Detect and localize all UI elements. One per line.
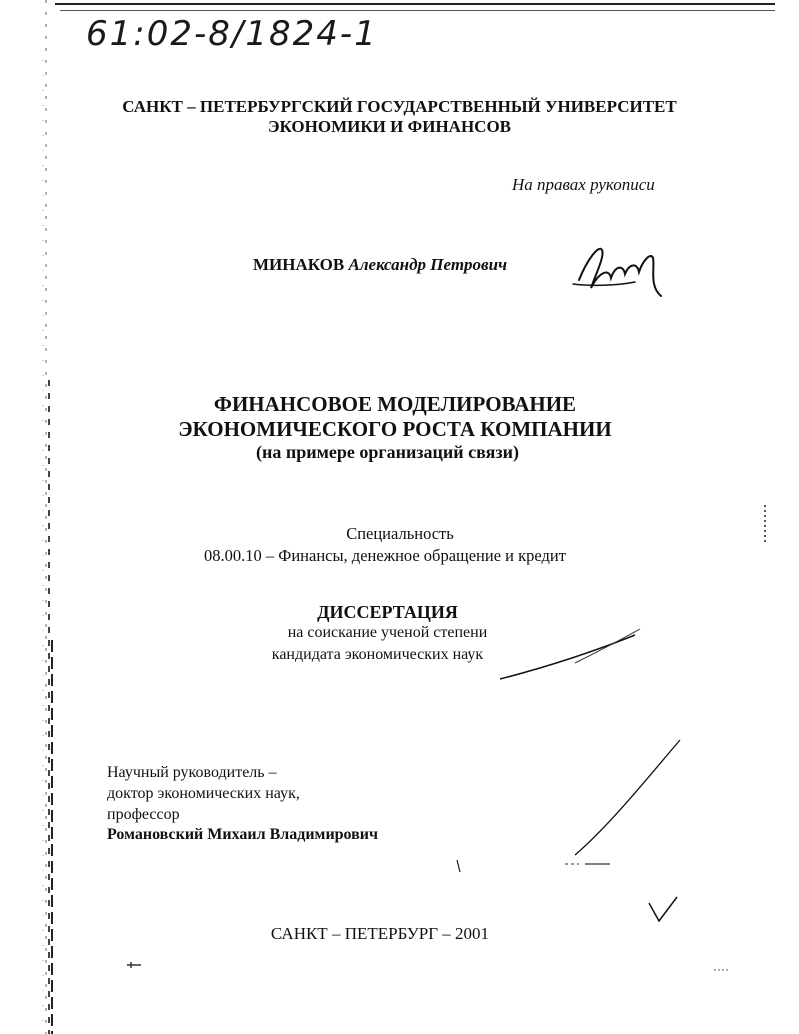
supervisor-line-1: Научный руководитель –	[107, 764, 277, 781]
city-year: САНКТ – ПЕТЕРБУРГ – 2001	[270, 924, 490, 943]
supervisor-line-2: доктор экономических наук,	[107, 785, 300, 802]
author	[253, 255, 507, 275]
checkmark	[645, 895, 680, 925]
scan-mark-bottom-left	[125, 960, 145, 970]
specialty-value: 08.00.10 – Финансы, денежное обращение и кредит	[204, 546, 566, 565]
title-line-2: ЭКОНОМИЧЕСКОГО РОСТА КОМПАНИИ	[178, 417, 612, 441]
supervisor-name: Романовский Михаил Владимирович	[107, 826, 379, 843]
title-line-1: ФИНАНСОВОЕ МОДЕЛИРОВАНИЕ	[213, 392, 577, 416]
author-surname: МИНАКОВ	[253, 255, 345, 274]
author-signature	[565, 242, 670, 304]
scan-border-top-inner	[60, 10, 775, 11]
pen-stroke-1	[495, 615, 645, 685]
scan-border-top	[55, 3, 775, 5]
scan-edge-noise	[40, 0, 54, 1034]
supervisor-line-3: профессор	[107, 806, 180, 823]
dissertation-heading: ДИССЕРТАЦИЯ	[317, 602, 458, 622]
university-line-1: САНКТ – ПЕТЕРБУРГСКИЙ ГОСУДАРСТВЕННЫЙ УНИВЕРСИТЕТ	[122, 97, 677, 116]
scan-mark-bottom-right	[712, 965, 732, 975]
pen-stroke-2	[570, 735, 685, 860]
archive-number-handwritten: 61:02-8/1824-1	[86, 14, 378, 54]
manuscript-rights: На правах рукописи	[512, 175, 655, 194]
degree-line-1: на соискание ученой степени	[287, 624, 488, 641]
author-name: Александр Петрович	[348, 255, 508, 274]
title-line-3: (на примере организаций связи)	[256, 442, 519, 462]
scan-marks-middle	[455, 858, 615, 878]
specialty-label: Специальность	[346, 524, 454, 543]
degree-line-2: кандидата экономических наук	[271, 646, 484, 663]
university-line-2: ЭКОНОМИКИ И ФИНАНСОВ	[267, 117, 512, 136]
